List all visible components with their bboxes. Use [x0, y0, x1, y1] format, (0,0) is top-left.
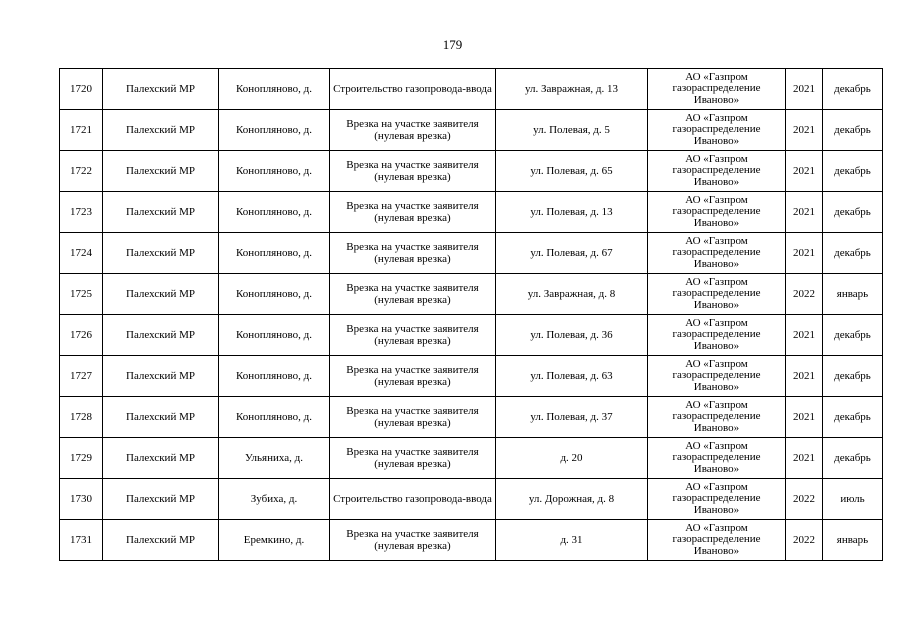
year-cell: 2022: [786, 274, 823, 315]
year-cell: 2021: [786, 233, 823, 274]
month-cell: декабрь: [823, 192, 883, 233]
organization-cell: [648, 438, 786, 479]
organization-line: АО «Газпром: [685, 398, 748, 411]
organization-cell: [648, 192, 786, 233]
address-cell: ул. Полевая, д. 5: [496, 110, 648, 151]
organization-cell: [648, 397, 786, 438]
table-row: [60, 233, 883, 274]
table-row: [60, 69, 883, 110]
organization-line: АО «Газпром: [685, 234, 748, 247]
organization-cell: [648, 151, 786, 192]
district-cell: Палехский МР: [103, 438, 219, 479]
address-cell: д. 20: [496, 438, 648, 479]
row-number-cell: 1728: [60, 397, 103, 438]
year-cell: 2021: [786, 151, 823, 192]
district-cell: Палехский МР: [103, 520, 219, 561]
locality-cell: Конопляново, д.: [219, 151, 330, 192]
district-cell: Палехский МР: [103, 274, 219, 315]
work-type-cell: Врезка на участке заявителя (нулевая врезка): [330, 274, 496, 315]
address-cell: ул. Дорожная, д. 8: [496, 479, 648, 520]
district-cell: Палехский МР: [103, 110, 219, 151]
table-row: [60, 397, 883, 438]
organization-cell: [648, 110, 786, 151]
table-row: [60, 110, 883, 151]
year-cell: 2021: [786, 356, 823, 397]
month-cell: июль: [823, 479, 883, 520]
address-cell: ул. Полевая, д. 63: [496, 356, 648, 397]
organization-line: газораспределение: [672, 205, 761, 218]
month-cell: декабрь: [823, 356, 883, 397]
organization-line: газораспределение: [672, 369, 761, 382]
locality-cell: Конопляново, д.: [219, 356, 330, 397]
work-type-cell: Врезка на участке заявителя (нулевая врезка): [330, 315, 496, 356]
month-cell: январь: [823, 520, 883, 561]
row-number-cell: 1730: [60, 479, 103, 520]
locality-cell: Конопляново, д.: [219, 69, 330, 110]
table-row: [60, 438, 883, 479]
month-cell: январь: [823, 274, 883, 315]
organization-line: газораспределение: [672, 164, 761, 177]
organization-cell: [648, 233, 786, 274]
address-cell: ул. Полевая, д. 13: [496, 192, 648, 233]
month-cell: декабрь: [823, 69, 883, 110]
table-row: [60, 479, 883, 520]
year-cell: 2021: [786, 192, 823, 233]
locality-cell: Конопляново, д.: [219, 397, 330, 438]
district-cell: Палехский МР: [103, 315, 219, 356]
month-cell: декабрь: [823, 233, 883, 274]
month-cell: декабрь: [823, 315, 883, 356]
locality-cell: Конопляново, д.: [219, 233, 330, 274]
organization-line: Иваново»: [693, 462, 740, 475]
year-cell: 2021: [786, 110, 823, 151]
table-row: [60, 192, 883, 233]
address-cell: д. 31: [496, 520, 648, 561]
row-number-cell: 1725: [60, 274, 103, 315]
district-cell: Палехский МР: [103, 397, 219, 438]
row-number-cell: 1723: [60, 192, 103, 233]
month-cell: декабрь: [823, 397, 883, 438]
locality-cell: Конопляново, д.: [219, 315, 330, 356]
organization-cell: [648, 479, 786, 520]
table-row: [60, 151, 883, 192]
organization-line: АО «Газпром: [685, 480, 748, 493]
work-type-cell: Врезка на участке заявителя (нулевая врезка): [330, 438, 496, 479]
district-cell: Палехский МР: [103, 192, 219, 233]
table-row: [60, 356, 883, 397]
month-cell: декабрь: [823, 438, 883, 479]
district-cell: Палехский МР: [103, 233, 219, 274]
address-cell: ул. Полевая, д. 37: [496, 397, 648, 438]
address-cell: ул. Полевая, д. 65: [496, 151, 648, 192]
row-number-cell: 1724: [60, 233, 103, 274]
year-cell: 2022: [786, 479, 823, 520]
organization-line: Иваново»: [693, 339, 740, 352]
work-type-cell: Врезка на участке заявителя (нулевая врезка): [330, 110, 496, 151]
organization-line: Иваново»: [693, 503, 740, 516]
organization-cell: [648, 520, 786, 561]
locality-cell: Конопляново, д.: [219, 274, 330, 315]
organization-cell: [648, 315, 786, 356]
organization-line: АО «Газпром: [685, 357, 748, 370]
district-cell: Палехский МР: [103, 479, 219, 520]
work-type-cell: Строительство газопровода-ввода: [330, 69, 496, 110]
organization-line: Иваново»: [693, 298, 740, 311]
year-cell: 2021: [786, 438, 823, 479]
organization-line: Иваново»: [693, 380, 740, 393]
table-row: [60, 274, 883, 315]
organization-line: газораспределение: [672, 246, 761, 259]
district-cell: Палехский МР: [103, 69, 219, 110]
organization-line: АО «Газпром: [685, 193, 748, 206]
year-cell: 2022: [786, 520, 823, 561]
organization-line: газораспределение: [672, 410, 761, 423]
organization-line: Иваново»: [693, 175, 740, 188]
organization-line: АО «Газпром: [685, 111, 748, 124]
locality-cell: Зубиха, д.: [219, 479, 330, 520]
work-type-cell: Врезка на участке заявителя (нулевая врезка): [330, 151, 496, 192]
table-row: [60, 315, 883, 356]
organization-line: газораспределение: [672, 82, 761, 95]
organization-line: Иваново»: [693, 134, 740, 147]
organization-line: газораспределение: [672, 328, 761, 341]
work-type-cell: Врезка на участке заявителя (нулевая врезка): [330, 192, 496, 233]
organization-line: Иваново»: [693, 257, 740, 270]
address-cell: ул. Полевая, д. 67: [496, 233, 648, 274]
organization-line: газораспределение: [672, 492, 761, 505]
organization-line: АО «Газпром: [685, 439, 748, 452]
month-cell: декабрь: [823, 151, 883, 192]
organization-line: АО «Газпром: [685, 275, 748, 288]
row-number-cell: 1722: [60, 151, 103, 192]
organization-line: Иваново»: [693, 544, 740, 557]
organization-line: АО «Газпром: [685, 521, 748, 534]
address-cell: ул. Полевая, д. 36: [496, 315, 648, 356]
organization-line: газораспределение: [672, 123, 761, 136]
year-cell: 2021: [786, 69, 823, 110]
work-type-cell: Врезка на участке заявителя (нулевая врезка): [330, 233, 496, 274]
table-body: [60, 69, 883, 561]
year-cell: 2021: [786, 397, 823, 438]
organization-cell: [648, 69, 786, 110]
organization-cell: [648, 274, 786, 315]
row-number-cell: 1729: [60, 438, 103, 479]
row-number-cell: 1727: [60, 356, 103, 397]
organization-line: АО «Газпром: [685, 152, 748, 165]
locality-cell: Конопляново, д.: [219, 110, 330, 151]
organization-line: Иваново»: [693, 421, 740, 434]
district-cell: Палехский МР: [103, 356, 219, 397]
work-type-cell: Врезка на участке заявителя (нулевая врезка): [330, 397, 496, 438]
table-row: [60, 520, 883, 561]
row-number-cell: 1726: [60, 315, 103, 356]
address-cell: ул. Завражная, д. 13: [496, 69, 648, 110]
organization-line: АО «Газпром: [685, 70, 748, 83]
row-number-cell: 1720: [60, 69, 103, 110]
row-number-cell: 1731: [60, 520, 103, 561]
locality-cell: Конопляново, д.: [219, 192, 330, 233]
gasification-table: [59, 68, 883, 561]
organization-line: Иваново»: [693, 216, 740, 229]
row-number-cell: 1721: [60, 110, 103, 151]
organization-line: Иваново»: [693, 93, 740, 106]
work-type-cell: Врезка на участке заявителя (нулевая врезка): [330, 520, 496, 561]
work-type-cell: Врезка на участке заявителя (нулевая врезка): [330, 356, 496, 397]
page-number: 179: [442, 37, 463, 52]
locality-cell: Еремкино, д.: [219, 520, 330, 561]
work-type-cell: Строительство газопровода-ввода: [330, 479, 496, 520]
organization-cell: [648, 356, 786, 397]
locality-cell: Ульяниха, д.: [219, 438, 330, 479]
address-cell: ул. Завражная, д. 8: [496, 274, 648, 315]
month-cell: декабрь: [823, 110, 883, 151]
organization-line: АО «Газпром: [685, 316, 748, 329]
district-cell: Палехский МР: [103, 151, 219, 192]
organization-line: газораспределение: [672, 287, 761, 300]
organization-line: газораспределение: [672, 533, 761, 546]
organization-line: газораспределение: [672, 451, 761, 464]
year-cell: 2021: [786, 315, 823, 356]
